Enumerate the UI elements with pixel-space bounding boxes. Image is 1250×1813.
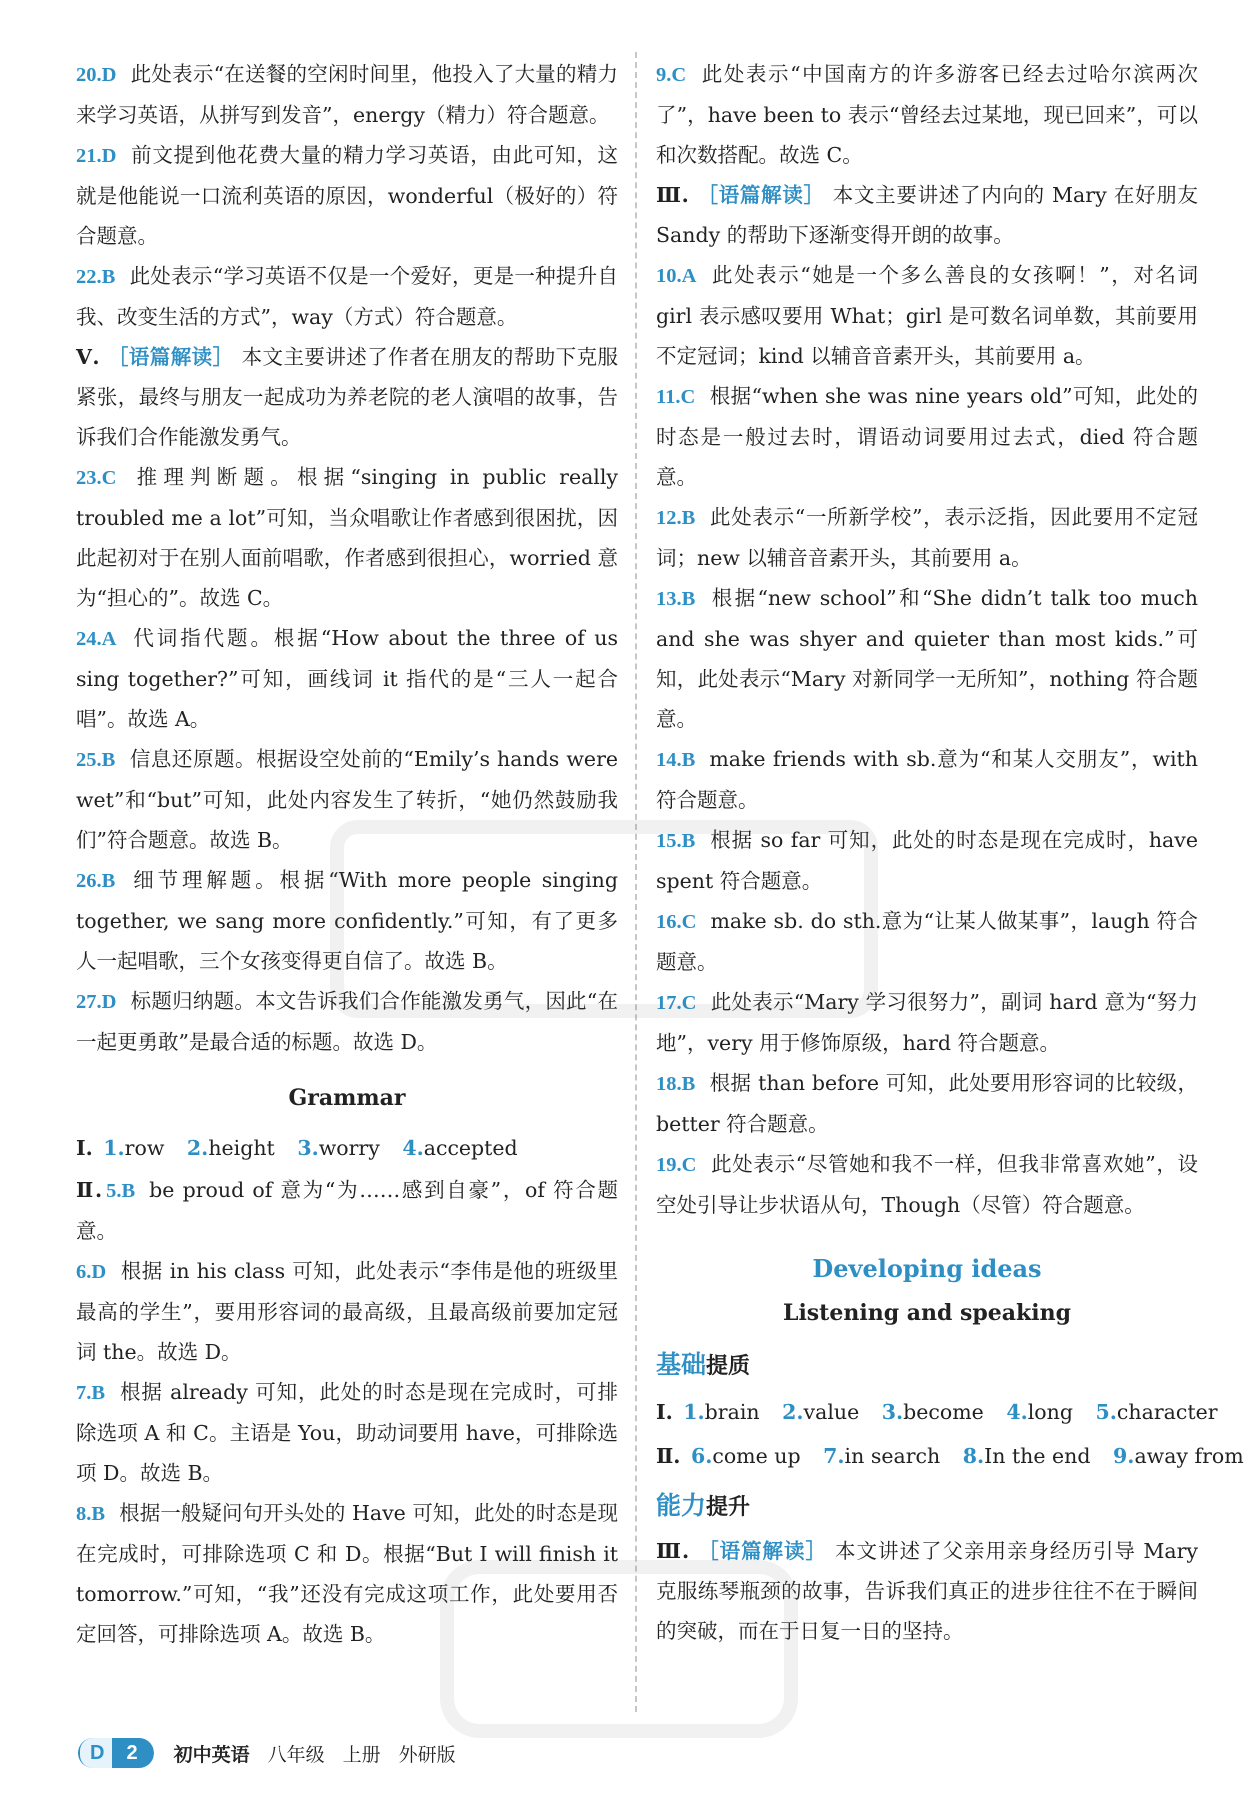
answer-26: 26.B 细节理解题。根据“With more people singing together, we sang more confidently.”可知，有了更多人一起唱歌，三个女孩变得更自信了。故选 B。 bbox=[76, 868, 618, 973]
answer-7: 7.B 根据 already 可知，此处的时态是现在完成时，可排除选项 A 和 C。主语是 You，助动词要用 have，可排除选项 D。故选 B。 bbox=[76, 1380, 618, 1485]
section-iii-summary-2: Ⅲ. ［语篇解读］ 本文讲述了父亲用亲身经历引导 Mary 克服练琴瓶颈的故事，告诉我们真正的进步往往不在于瞬间的突破，而在于日复一日的坚持。 bbox=[656, 1539, 1198, 1643]
left-column bbox=[76, 54, 618, 1654]
section-v-summary: Ⅴ. ［语篇解读］ 本文主要讲述了作者在朋友的帮助下克服紧张，最终与朋友一起成功为养老院的老人演唱的故事，告诉我们合作能激发勇气。 bbox=[76, 345, 619, 449]
developing-ideas-heading: Developing ideas bbox=[812, 1254, 1042, 1283]
answer-11: 11.C 根据“when she was nine years old”可知，此处的时态是一般过去时，谓语动词要用过去式，died 符合题意。 bbox=[656, 384, 1198, 489]
answer-9: 9.C 此处表示“中国南方的许多游客已经去过哈尔滨两次了”，have been to 表示“曾经去过某地，现已回来”，可以和次数搭配。故选 C。 bbox=[656, 62, 1198, 167]
answer-12: 12.B 此处表示“一所新学校”，表示泛指，因此要用不定冠词；new 以辅音音素开头，其前要用 a。 bbox=[656, 505, 1198, 570]
answer-21: 21.D 前文提到他花费大量的精力学习英语，由此可知，这就是他能说一口流利英语的原因，wonderful（极好的）符合题意。 bbox=[76, 143, 618, 248]
answer-14: 14.B make friends with sb.意为“和某人交朋友”，with 符合题意。 bbox=[656, 747, 1198, 812]
answer-16: 16.C make sb. do sth.意为“让某人做某事”，laugh 符合题意。 bbox=[656, 909, 1198, 974]
answer-17: 17.C 此处表示“Mary 学习很努力”，副词 hard 意为“努力地”，very 用于修饰原级，hard 符合题意。 bbox=[656, 990, 1198, 1055]
answer-15: 15.B 根据 so far 可知，此处的时态是现在完成时，have spent 符合题意。 bbox=[656, 828, 1198, 893]
edition-label: 外研版 bbox=[398, 1743, 456, 1766]
answer-20: 20.D 此处表示“在送餐的空闲时间里，他投入了大量的精力来学习英语，从拼写到发音”，energy（精力）符合题意。 bbox=[76, 62, 618, 127]
answer-8: 8.B 根据一般疑问句开头处的 Have 可知，此处的时态是现在完成时，可排除选项 C 和 D。根据“But I will finish it tomorrow.”可知，“我”还没有完成这项工作，此处要用否定回答，可排除选项 A。故选 B。 bbox=[76, 1501, 618, 1646]
grammar-heading: Grammar bbox=[288, 1085, 406, 1111]
basic-part-1: Ⅰ. 1.brain 2.value 3.become 4.long 5.character bbox=[656, 1400, 1218, 1424]
answer-23: 23.C 推理判断题。根据“singing in public really troubled me a lot”可知，当众唱歌让作者感到很困扰，因此起初对于在别人面前唱歌，作者感到很担心，worried 意为“担心的”。故选 C。 bbox=[76, 465, 618, 610]
answer-24: 24.A 代词指代题。根据“How about the three of us sing together?”可知，画线词 it 指代的是“三人一起合唱”。故选 A。 bbox=[76, 626, 618, 731]
page-number: 2 bbox=[114, 1738, 153, 1768]
jichu-tizhi-heading: 基础提质 bbox=[656, 1350, 751, 1379]
answer-5: Ⅱ. 5.B be proud of 意为“为……感到自豪”，of 符合题意。 bbox=[76, 1178, 618, 1243]
basic-part-2: Ⅱ. 6.come up 7.in search 8.In the end 9.away from bbox=[656, 1444, 1244, 1468]
answer-25: 25.B 信息还原题。根据设空处前的“Emily’s hands were wet”和“but”可知，此处内容发生了转折，“她仍然鼓励我们”符合题意。故选 B。 bbox=[76, 747, 618, 852]
volume-label: 上册 bbox=[342, 1743, 381, 1766]
answer-27: 27.D 标题归纳题。本文告诉我们合作能激发勇气，因此“在一起更勇敢”是最合适的标题。故选 D。 bbox=[76, 989, 618, 1054]
nengli-tisheng-heading: 能力提升 bbox=[656, 1491, 751, 1520]
page-badge bbox=[78, 1738, 154, 1768]
right-column bbox=[656, 54, 1244, 1651]
answer-6: 6.D 根据 in his class 可知，此处表示“李伟是他的班级里最高的学生”，要用形容词的最高级，且最高级前要加定冠词 the。故选 D。 bbox=[76, 1259, 618, 1364]
badge-letter: D bbox=[78, 1738, 114, 1768]
answer-13: 13.B 根据“new school”和“She didn’t talk too much and she was shyer and quieter than most kids.”可知，此处表示“Mary 对新同学一无所知”，nothing 符合题意。 bbox=[656, 586, 1198, 731]
answer-10: 10.A 此处表示“她是一个多么善良的女孩啊！”，对名词 girl 表示感叹要用 What；girl 是可数名词单数，其前要用不定冠词；kind 以辅音音素开头，其前要用 a。 bbox=[656, 263, 1198, 368]
section-iii-summary: Ⅲ. ［语篇解读］ 本文主要讲述了内向的 Mary 在好朋友 Sandy 的帮助下逐渐变得开朗的故事。 bbox=[656, 183, 1198, 247]
listening-speaking-heading: Listening and speaking bbox=[782, 1300, 1072, 1326]
page-footer bbox=[78, 1736, 456, 1770]
grammar-part-1: Ⅰ. 1.row 2.height 3.worry 4.accepted bbox=[76, 1136, 518, 1160]
column-divider bbox=[635, 52, 637, 1712]
grade-label: 八年级 bbox=[267, 1743, 325, 1766]
answer-22: 22.B 此处表示“学习英语不仅是一个爱好，更是一种提升自我、改变生活的方式”，way（方式）符合题意。 bbox=[76, 264, 618, 329]
book-title: 初中英语 bbox=[173, 1743, 250, 1766]
answer-18: 18.B 根据 than before 可知，此处要用形容词的比较级，better 符合题意。 bbox=[656, 1071, 1198, 1136]
answer-19: 19.C 此处表示“尽管她和我不一样，但我非常喜欢她”，设空处引导让步状语从句，Though（尽管）符合题意。 bbox=[656, 1152, 1198, 1217]
